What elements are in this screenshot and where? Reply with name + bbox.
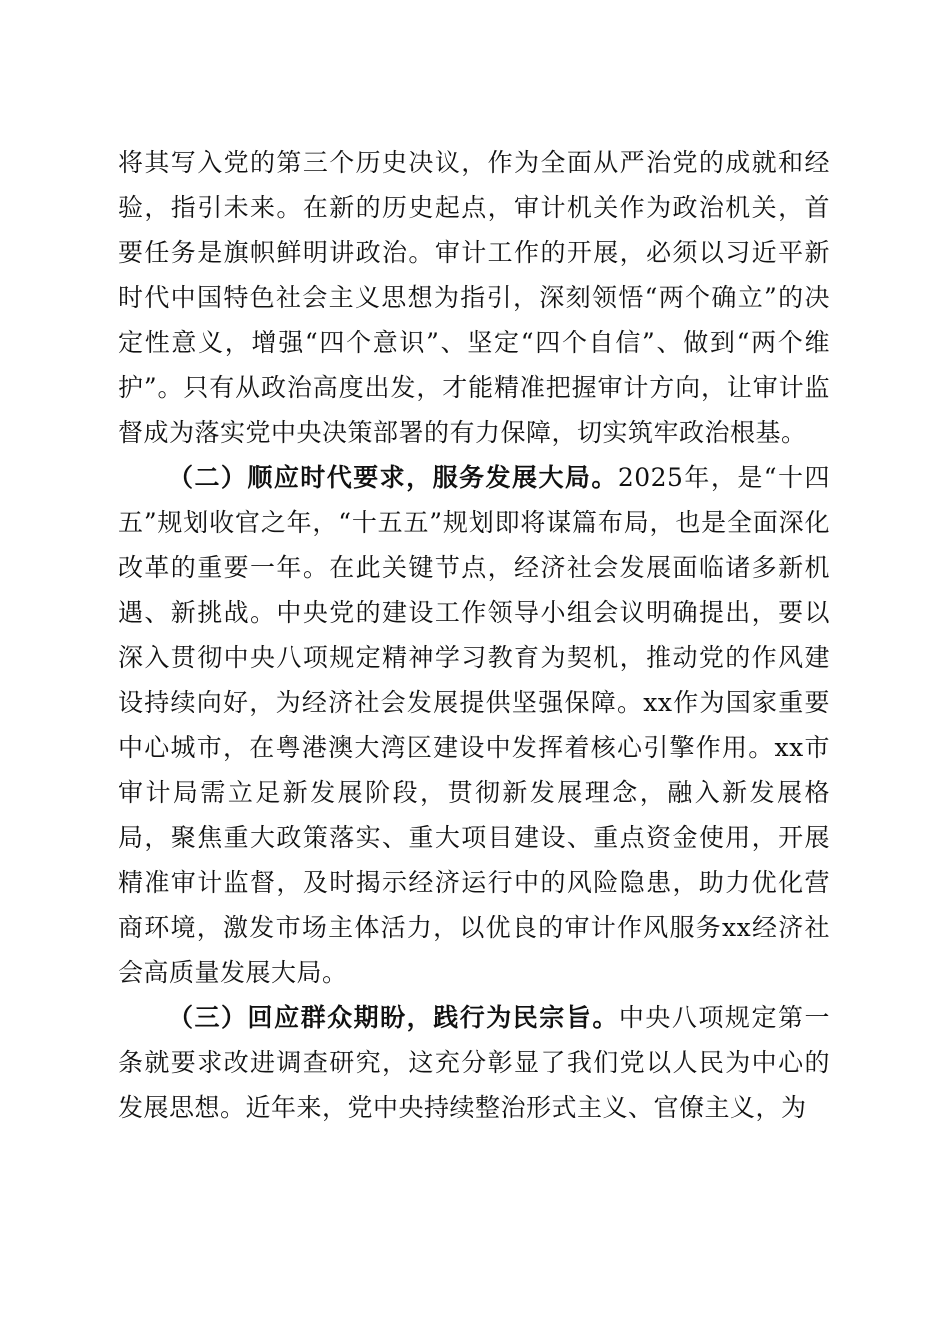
paragraph-text: 2025年，是“十四五”规划收官之年，“十五五”规划即将谋篇布局，也是全面深化改革的重要一年。在此关键节点，经济社会发展面临诸多新机遇、新挑战。中央党的建设工作领导小组会议明确提出，要以深入贯彻中央八项规定精神学习教育为契机，推动党的作风建设持续向好，为经济社会发展提供坚强保障。xx作为国家重要中心城市，在粤港澳大湾区建设中发挥着核心引擎作用。xx市审计局需立足新发展阶段，贯彻新发展理念，融入新发展格局，聚焦重大政策落实、重大项目建设、重点资金使用，开展精准审计监督，及时揭示经济运行中的风险隐患，助力优化营商环境，激发市场主体活力，以优良的审计作风服务xx经济社会高质量发展大局。 bbox=[118, 463, 830, 987]
section-heading-3: （三）回应群众期盼，践行为民宗旨。 bbox=[168, 1003, 619, 1032]
paragraph-text: 中央八项规定第一条就要求改进调查研究，这充分彰显了我们党以人民为中心的发展思想。近年来，党中央持续整治形式主义、官僚主义，为 bbox=[118, 1003, 830, 1122]
paragraph-section-2 bbox=[118, 455, 830, 995]
document-body bbox=[118, 140, 830, 1130]
paragraph-continued bbox=[118, 140, 830, 455]
paragraph-section-3 bbox=[118, 995, 830, 1130]
paragraph-text: 将其写入党的第三个历史决议，作为全面从严治党的成就和经验，指引未来。在新的历史起点，审计机关作为政治机关，首要任务是旗帜鲜明讲政治。审计工作的开展，必须以习近平新时代中国特色社会主义思想为指引，深刻领悟“两个确立”的决定性意义，增强“四个意识”、坚定“四个自信”、做到“两个维护”。只有从政治高度出发，才能精准把握审计方向，让审计监督成为落实党中央决策部署的有力保障，切实筑牢政治根基。 bbox=[118, 148, 830, 447]
section-heading-2: （二）顺应时代要求，服务发展大局。 bbox=[168, 463, 618, 492]
